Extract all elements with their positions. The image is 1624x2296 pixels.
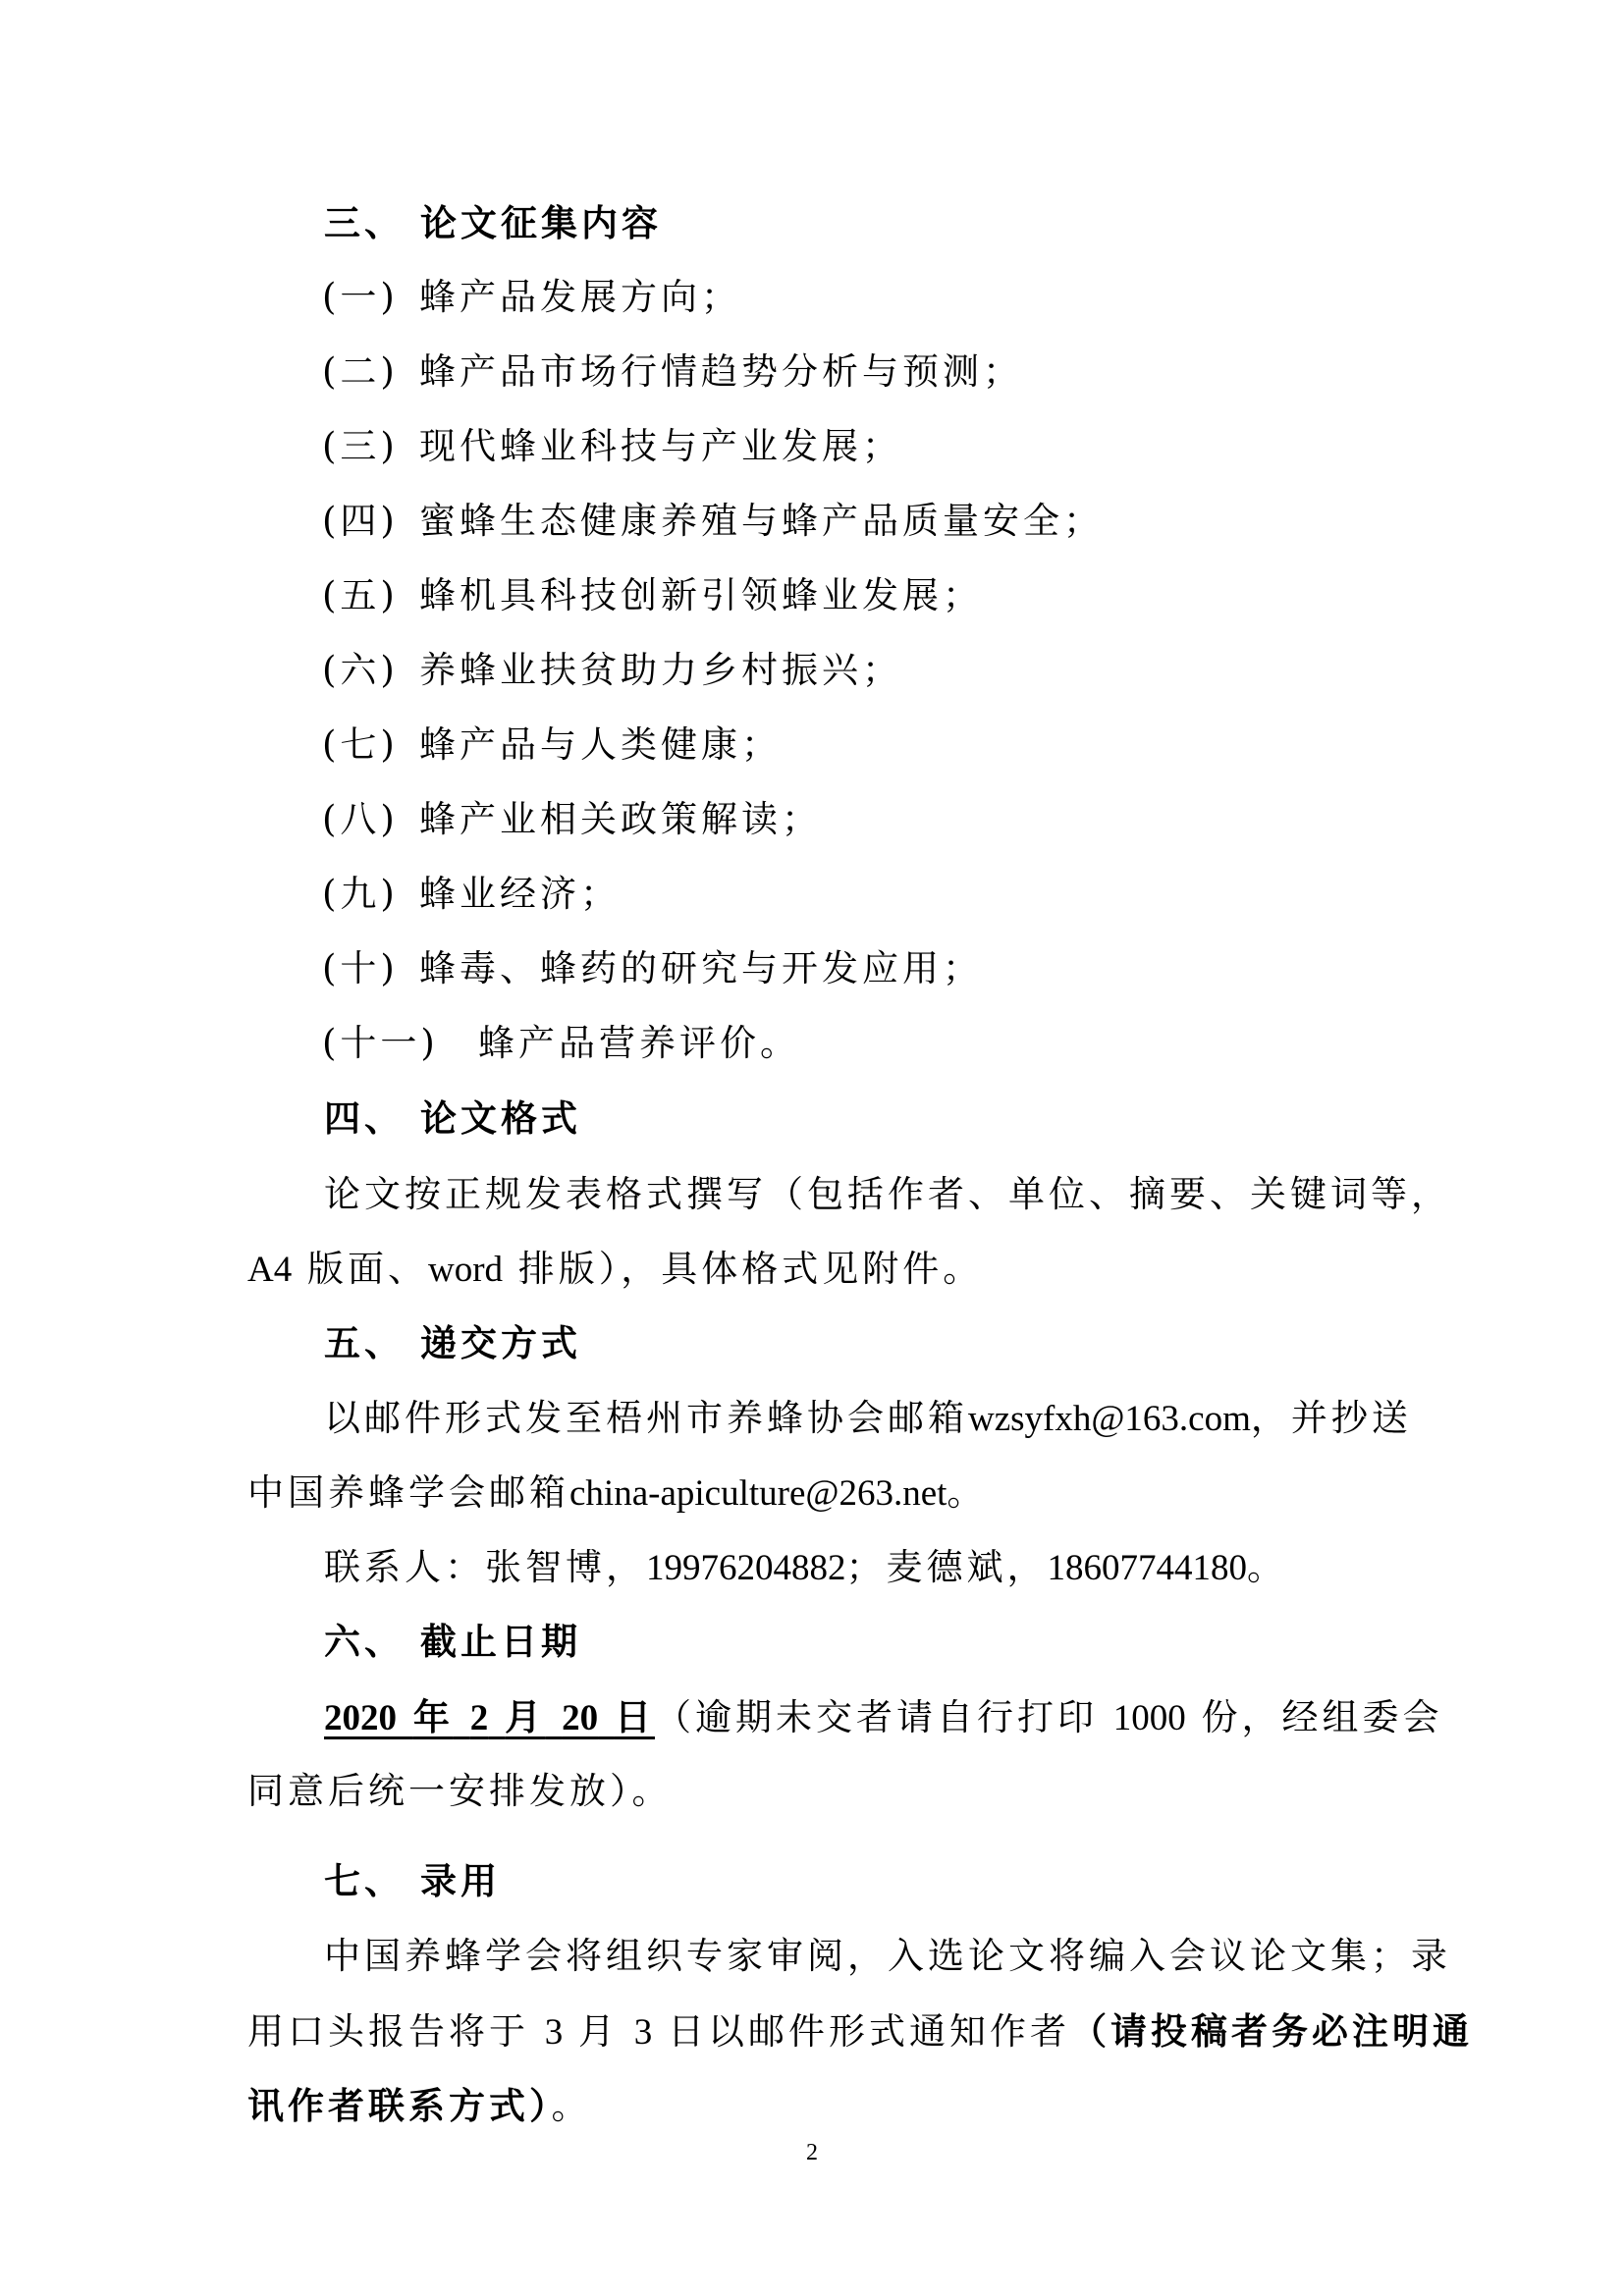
section-heading-3: 三、 论文征集内容 (324, 202, 662, 244)
topic-item: (八) 蜂产业相关政策解读； (322, 798, 822, 840)
topic-item: (十一) 蜂产品营养评价。 (322, 1022, 800, 1064)
section-heading-4: 四、 论文格式 (324, 1097, 581, 1140)
acceptance-line: 讯作者联系方式）。 (247, 2084, 592, 2127)
section-heading-5: 五、 递交方式 (324, 1322, 581, 1364)
topic-item: (一) 蜂产品发展方向； (322, 276, 741, 318)
topic-item: (二) 蜂产品市场行情趋势分析与预测； (322, 350, 1023, 393)
contact-line: 联系人：张智博，19976204882；麦德斌，18607744180。 (324, 1546, 1287, 1588)
section-heading-6: 六、 截止日期 (324, 1621, 581, 1663)
deadline-line: 同意后统一安排发放）。 (247, 1770, 673, 1812)
email-link[interactable]: wzsyfxh@163.com (968, 1399, 1251, 1439)
topic-item: (十) 蜂毒、蜂药的研究与开发应用； (322, 947, 983, 989)
topic-item: (四) 蜜蜂生态健康养殖与蜂产品质量安全； (322, 500, 1104, 542)
topic-item: (三) 现代蜂业科技与产业发展； (322, 425, 902, 467)
format-paragraph-line: A4 版面、word 排版），具体格式见附件。 (247, 1248, 984, 1290)
section-heading-7: 七、 录用 (324, 1860, 501, 1902)
submission-line: 中国养蜂学会邮箱china-apiculture@263.net。 (247, 1471, 988, 1514)
acceptance-line: 中国养蜂学会将组织专家审阅，入选论文将编入会议论文集；录 (324, 1935, 1451, 1977)
acceptance-line: 用口头报告将于 3 月 3 日以邮件形式通知作者（请投稿者务必注明通 (247, 2009, 1474, 2053)
email-link[interactable]: china-apiculture@263.net (569, 1473, 947, 1514)
deadline-line: 2020 年 2 月 20 日（逾期未交者请自行打印 1000 份，经组委会 (324, 1695, 1443, 1738)
deadline-date: 2020 年 2 月 20 日 (324, 1695, 655, 1738)
submission-line: 以邮件形式发至梧州市养蜂协会邮箱wzsyfxh@163.com，并抄送 (324, 1397, 1412, 1439)
page-number: 2 (806, 2140, 818, 2165)
topic-item: (九) 蜂业经济； (322, 873, 621, 915)
topic-item: (七) 蜂产品与人类健康； (322, 723, 782, 766)
format-paragraph-line: 论文按正规发表格式撰写（包括作者、单位、摘要、关键词等， (324, 1173, 1451, 1215)
topic-item: (六) 养蜂业扶贫助力乡村振兴； (322, 649, 902, 691)
topic-item: (五) 蜂机具科技创新引领蜂业发展； (322, 574, 983, 616)
